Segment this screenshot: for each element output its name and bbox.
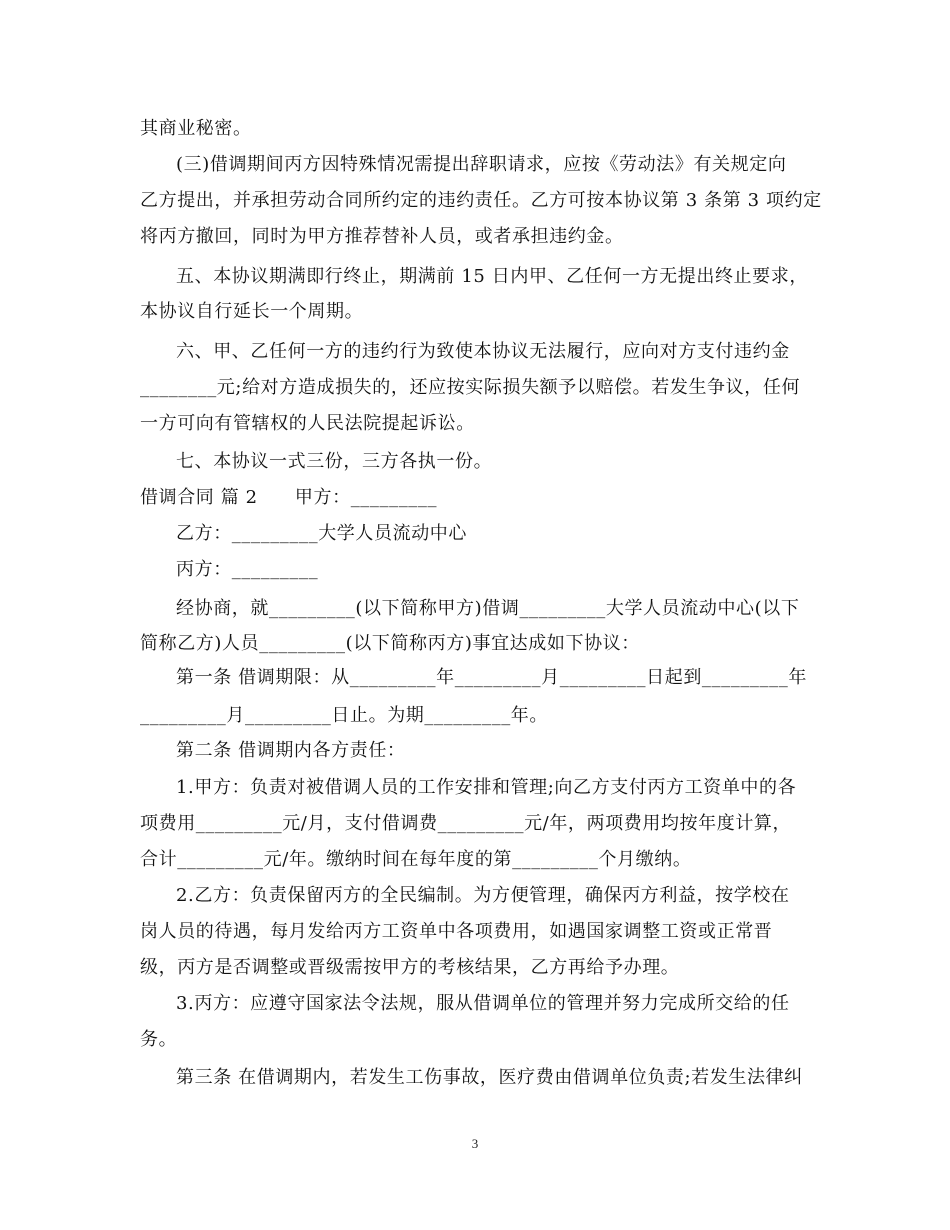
text-line: 经协商，就_________(以下简称甲方)借调_________大学人员流动中心(以下 [176,598,800,619]
page-number: 3 [471,1136,479,1151]
text-line: 合计_________元/年。缴纳时间在每年度的第_________个月缴纳。 [140,849,692,870]
text-line: 丙方：_________ [176,559,319,580]
text-line: 第一条 借调期限：从_________年_________月_________日起到_________年 [176,667,807,688]
text-line: 第三条 在借调期内，若发生工伤事故，医疗费由借调单位负责;若发生法律纠 [176,1067,803,1088]
text-line: 乙方提出，并承担劳动合同所约定的违约责任。乙方可按本协议第 3 条第 3 项约定 [140,190,822,211]
text-line: 1.甲方：负责对被借调人员的工作安排和管理;向乙方支付丙方工资单中的各 [176,777,797,798]
text-line: 简称乙方)人员_________(以下简称丙方)事宜达成如下协议： [140,633,640,654]
text-line: 六、甲、乙任何一方的违约行为致使本协议无法履行，应向对方支付违约金 [176,341,790,362]
text-line: 七、本协议一式三份，三方各执一份。 [176,451,493,472]
text-line: (三)借调期间丙方因特殊情况需提出辞职请求，应按《劳动法》有关规定向 [176,154,787,175]
text-line: 项费用_________元/月，支付借调费_________元/年，两项费用均按年度计算， [140,813,792,834]
text-line: 其商业秘密。 [140,118,252,139]
text-line: 乙方：_________大学人员流动中心 [176,523,467,544]
text-line: 务。 [140,1029,178,1050]
section-heading: 借调合同 篇 2 甲方：_________ [140,487,438,508]
text-line: 一方可向有管辖权的人民法院提起诉讼。 [140,413,475,434]
text-line: 本协议自行延长一个周期。 [140,301,364,322]
text-line: 2.乙方：负责保留丙方的全民编制。为方便管理，确保丙方利益，按学校在 [176,885,790,906]
text-line: 岗人员的待遇，每月发给丙方工资单中各项费用，如遇国家调整工资或正常晋 [140,921,773,942]
text-line: 将丙方撤回，同时为甲方推荐替补人员，或者承担违约金。 [140,226,624,247]
text-line: 级，丙方是否调整或晋级需按甲方的考核结果，乙方再给予办理。 [140,957,680,978]
text-line: 五、本协议期满即行终止，期满前 15 日内甲、乙任何一方无提出终止要求， [176,266,808,287]
text-line: ________元;给对方造成损失的，还应按实际损失额予以赔偿。若发生争议，任何 [140,377,801,398]
text-line: _________月_________日止。为期_________年。 [140,705,548,726]
text-line: 第二条 借调期内各方责任： [176,740,406,761]
text-line: 3.丙方：应遵守国家法令法规，服从借调单位的管理并努力完成所交给的任 [176,993,790,1014]
